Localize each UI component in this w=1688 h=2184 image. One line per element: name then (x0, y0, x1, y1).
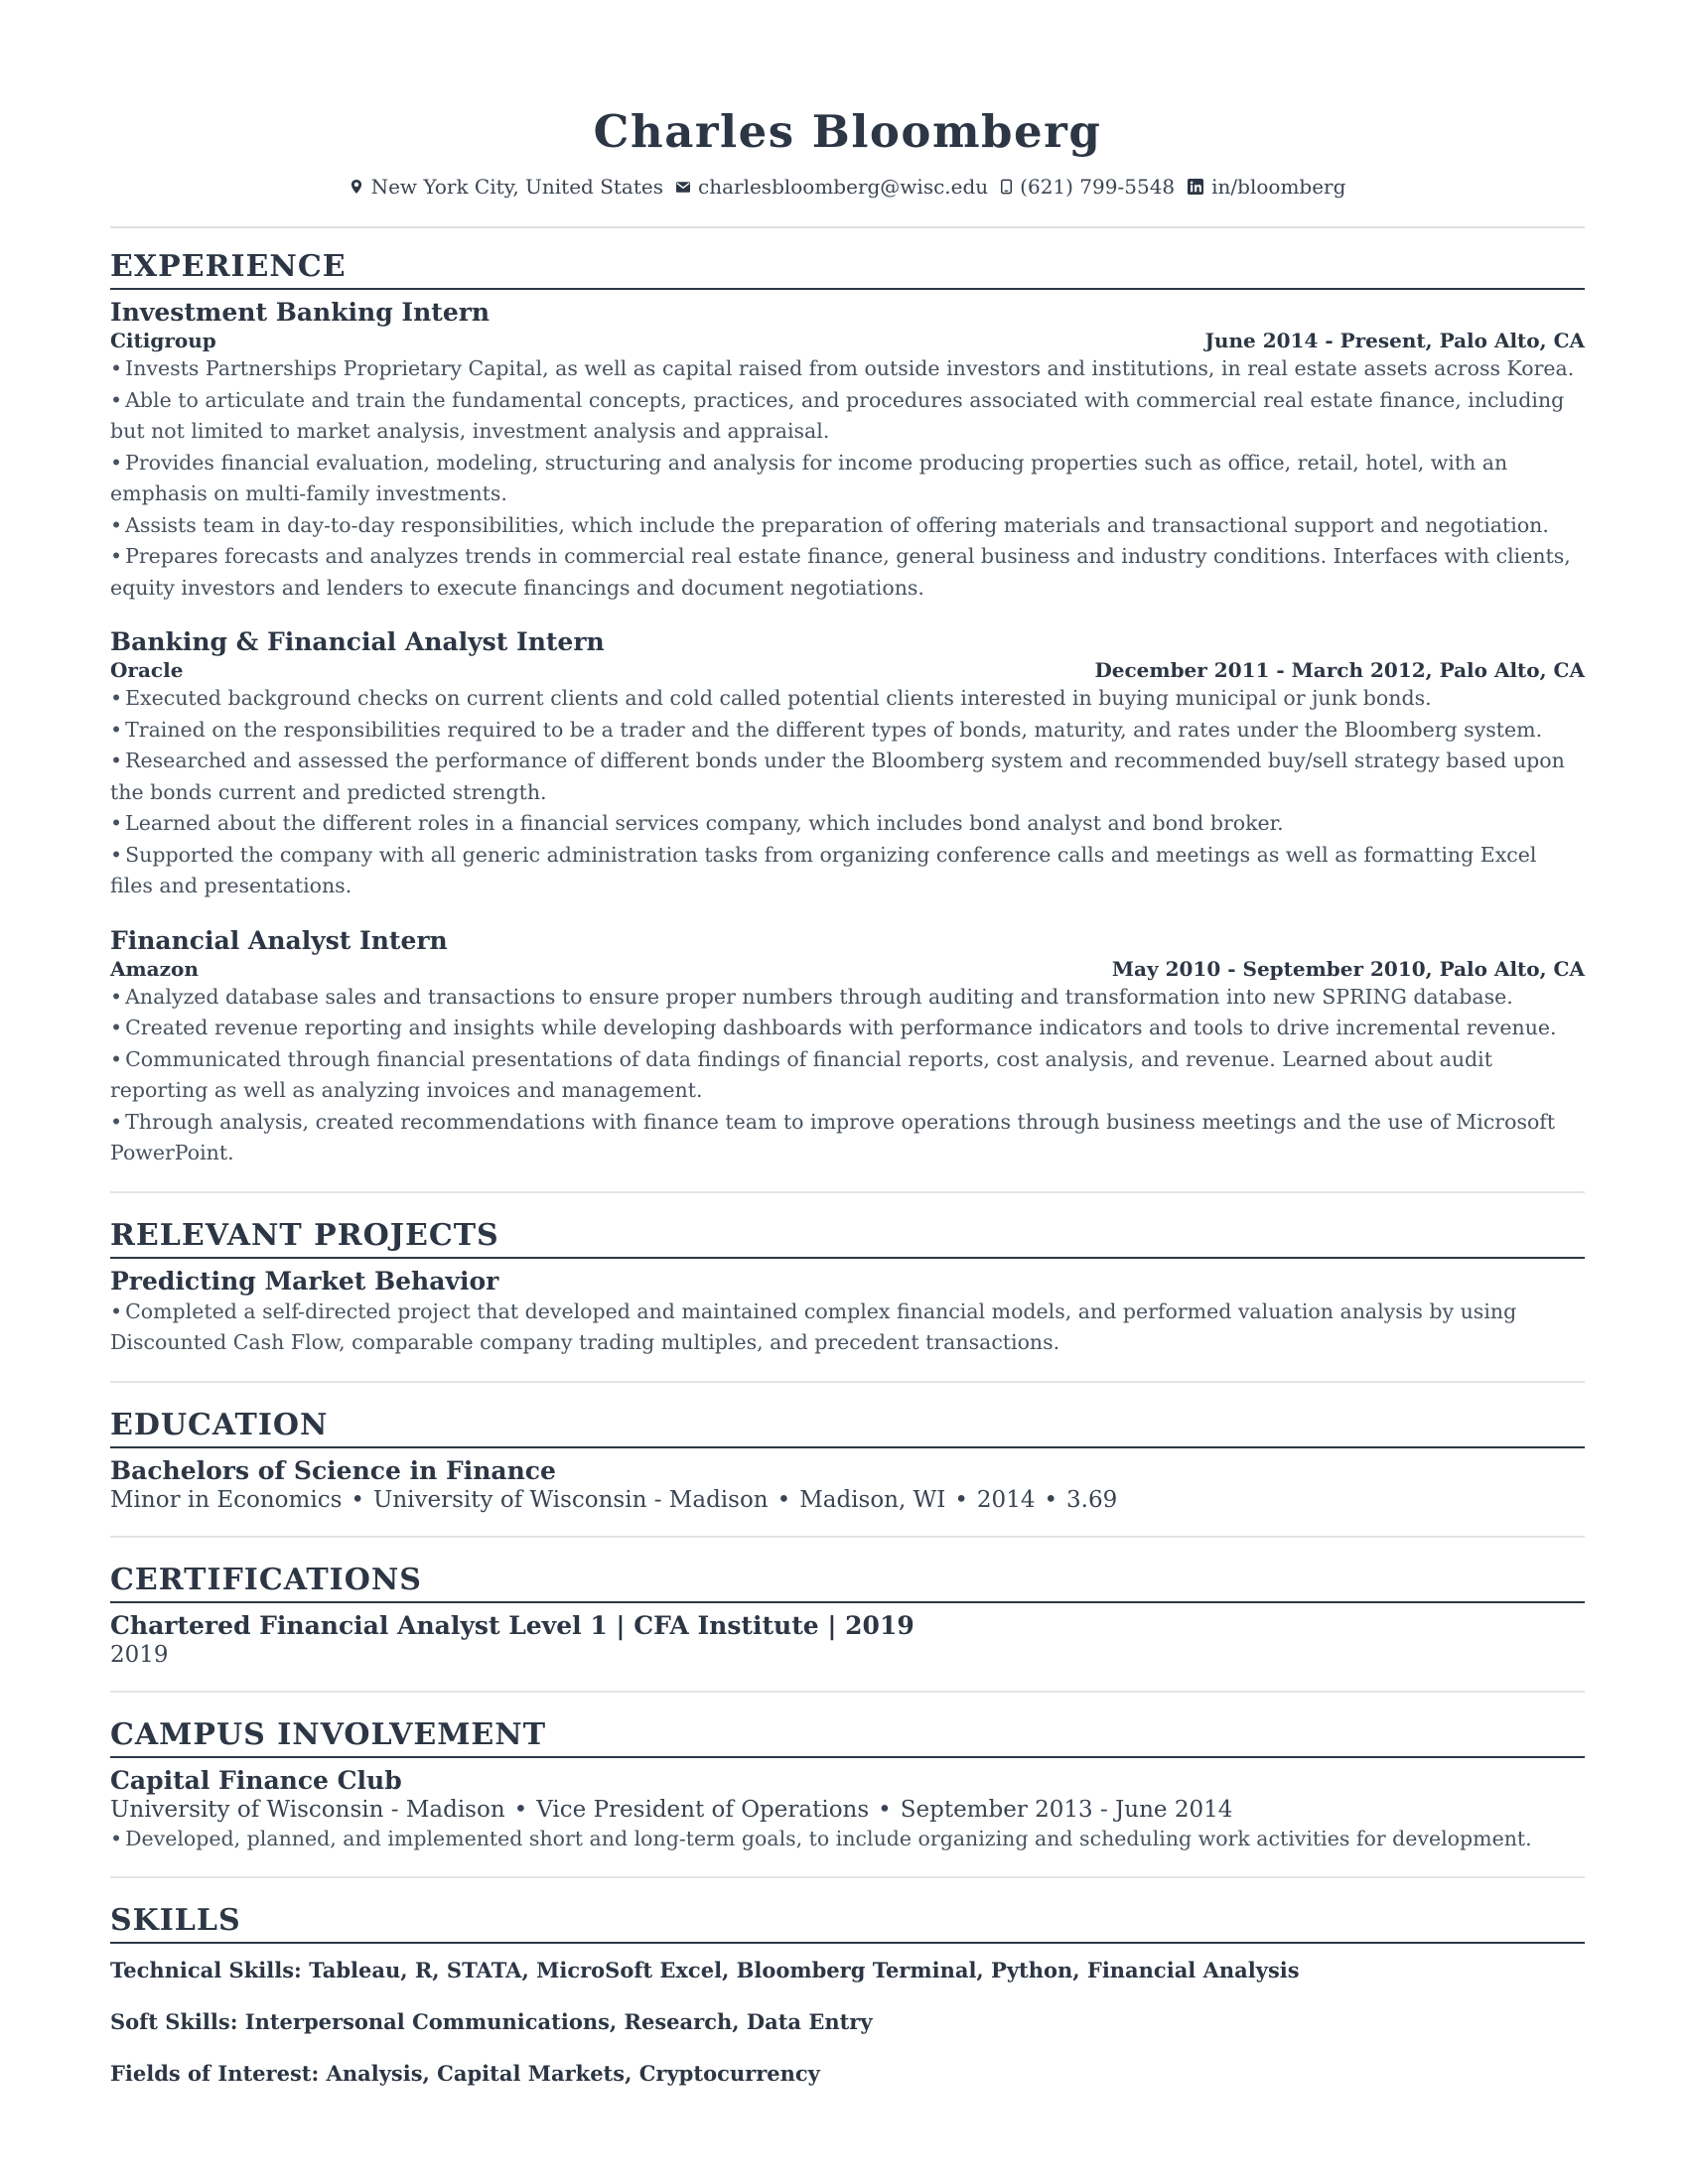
certifications-heading: CERTIFICATIONS (110, 1562, 422, 1597)
job-company: Oracle (110, 658, 184, 682)
job-entry (110, 298, 1585, 604)
job-company: Amazon (110, 956, 199, 981)
job-role: Financial Analyst Intern (110, 925, 448, 955)
school-location: Madison, WI (799, 1486, 946, 1513)
campus-bullets (110, 1824, 1585, 1855)
job-company: Citigroup (110, 329, 216, 352)
campus-heading: CAMPUS INVOLVEMENT (110, 1716, 547, 1752)
minor-text: Minor in Economics (110, 1486, 343, 1513)
experience-heading: EXPERIENCE (110, 249, 347, 284)
projects-heading: RELEVANT PROJECTS (110, 1217, 499, 1253)
campus-position: Vice President of Operations (536, 1796, 870, 1823)
graduation-year: 2014 (976, 1486, 1036, 1513)
job-meta (110, 657, 1585, 683)
skills-heading: SKILLS (110, 1903, 241, 1938)
phone-icon (1001, 179, 1012, 195)
section-rule (110, 1756, 1585, 1758)
job-date-location: May 2010 - September 2010, Palo Alto, CA (1111, 956, 1585, 981)
section-separator (110, 1876, 1585, 1878)
contact-linkedin[interactable] (1188, 175, 1345, 199)
technical-skills: Technical Skills: Tableau, R, STATA, MicroSoft Excel, Bloomberg Terminal, Python, Financial Analysis (110, 1958, 1300, 1982)
education-heading: EDUCATION (110, 1407, 329, 1442)
organization-name: Capital Finance Club (110, 1765, 402, 1795)
certification-name: Chartered Financial Analyst Level 1 | CFA Institute | 2019 (110, 1610, 914, 1640)
job-meta (110, 328, 1585, 353)
contact-location (350, 175, 663, 199)
location-text: New York City, United States (370, 175, 663, 199)
degree-title: Bachelors of Science in Finance (110, 1455, 556, 1485)
section-separator (110, 1191, 1585, 1193)
contact-phone[interactable] (1001, 175, 1175, 199)
job-date-location: December 2011 - March 2012, Palo Alto, CA (1094, 658, 1585, 682)
experience-section (110, 248, 1585, 1193)
campus-dates: September 2013 - June 2014 (900, 1796, 1233, 1823)
bullet-item: • Supported the company with all generic administration tasks from organizing conference calls and meetings as well as formatting Excel files and presentations. (110, 842, 1537, 897)
gpa-value: 3.69 (1066, 1486, 1118, 1513)
project-entry (110, 1267, 1585, 1359)
job-bullets (110, 353, 1585, 604)
section-separator (110, 1691, 1585, 1693)
bullet-item: • Prepares forecasts and analyzes trends in commercial real estate finance, general business and industry conditions. Interfaces with clients, equity investors and lenders to execute financings and document negotiations. (110, 544, 1571, 600)
resume-header (110, 0, 1585, 228)
section-rule (110, 1446, 1585, 1448)
resume-content (110, 0, 1585, 2087)
section-rule (110, 1257, 1585, 1259)
campus-section (110, 1716, 1585, 1879)
header-divider (110, 226, 1585, 228)
education-entry (110, 1456, 1585, 1514)
job-role: Banking & Financial Analyst Intern (110, 627, 605, 656)
project-name: Predicting Market Behavior (110, 1266, 499, 1296)
section-rule (110, 288, 1585, 290)
envelope-icon (676, 182, 690, 193)
bullet-item: • Learned about the different roles in a financial services company, which includes bond analyst and bond broker. (110, 811, 1284, 835)
map-pin-icon (350, 178, 363, 196)
bullet-item: • Assists team in day-to-day responsibilities, which include the preparation of offering materials and transactional support and negotiation. (110, 512, 1549, 537)
job-bullets (110, 683, 1585, 902)
fields-of-interest: Fields of Interest: Analysis, Capital Markets, Cryptocurrency (110, 2061, 820, 2086)
job-date-location: June 2014 - Present, Palo Alto, CA (1204, 329, 1585, 352)
campus-entry (110, 1766, 1585, 1855)
soft-skills: Soft Skills: Interpersonal Communications, Research, Data Entry (110, 2009, 873, 2034)
contact-email[interactable] (676, 175, 988, 199)
bullet-item: • Executed background checks on current clients and cold called potential clients interested in buying municipal or junk bonds. (110, 686, 1432, 710)
job-meta (110, 956, 1585, 982)
section-rule (110, 1601, 1585, 1603)
skills-section (110, 1902, 1585, 2087)
bullet-item: • Trained on the responsibilities required to be a trader and the different types of bonds, maturity, and rates under the Bloomberg system. (110, 717, 1543, 742)
education-meta: Minor in Economics • University of Wisconsin - Madison • Madison, WI • 2014 • 3.69 (110, 1486, 1118, 1513)
bullet-item: • Communicated through financial presentations of data findings of financial reports, cost analysis, and revenue. Learned about audit reporting as well as analyzing invoices and management. (110, 1046, 1492, 1102)
section-separator (110, 1536, 1585, 1538)
contact-bar (110, 175, 1585, 199)
school-text: University of Wisconsin - Madison (372, 1486, 769, 1513)
projects-section (110, 1217, 1585, 1383)
email-text[interactable]: charlesbloomberg@wisc.edu (698, 175, 989, 199)
phone-text[interactable]: (621) 799-5548 (1020, 175, 1176, 199)
bullet-item: • Able to articulate and train the fundamental concepts, practices, and procedures associated with commercial real estate finance, including but not limited to market analysis, investment analysis and appraisal. (110, 387, 1565, 443)
section-separator (110, 1381, 1585, 1383)
bullet-item: • Analyzed database sales and transactions to ensure proper numbers through auditing and transformation into new SPRING database. (110, 984, 1513, 1009)
certifications-section (110, 1562, 1585, 1693)
bullet-item: • Through analysis, created recommendations with finance team to improve operations through business meetings and the use of Microsoft PowerPoint. (110, 1109, 1556, 1164)
certification-year: 2019 (110, 1641, 169, 1668)
education-section (110, 1407, 1585, 1538)
job-bullets (110, 982, 1585, 1169)
bullet-item: • Researched and assessed the performance of different bonds under the Bloomberg system and recommended buy/sell strategy based upon the bonds current and predicted strength. (110, 749, 1565, 804)
campus-meta: University of Wisconsin - Madison • Vice President of Operations • September 2013 - June 2014 (110, 1796, 1233, 1823)
bullet-item: • Developed, planned, and implemented short and long-term goals, to include organizing and scheduling work activities for development. (110, 1826, 1532, 1850)
linkedin-icon (1188, 179, 1203, 195)
candidate-name: Charles Bloomberg (593, 105, 1102, 158)
job-entry (110, 926, 1585, 1169)
bullet-item: • Provides financial evaluation, modeling, structuring and analysis for income producing properties such as office, retail, hotel, with an emphasis on multi-family investments. (110, 450, 1508, 505)
project-bullets (110, 1297, 1585, 1359)
bullet-item: • Created revenue reporting and insights while developing dashboards with performance indicators and tools to drive incremental revenue. (110, 1016, 1557, 1039)
campus-school: University of Wisconsin - Madison (110, 1796, 505, 1823)
linkedin-text[interactable]: in/bloomberg (1211, 175, 1346, 199)
certification-entry (110, 1611, 1585, 1669)
bullet-item: • Invests Partnerships Proprietary Capital, as well as capital raised from outside investors and institutions, in real estate assets across Korea. (110, 356, 1575, 380)
bullet-item: • Completed a self-directed project that developed and maintained complex financial models, and performed valuation analysis by using Discounted Cash Flow, comparable company trading multiples, and precedent transactions. (110, 1298, 1517, 1354)
job-role: Investment Banking Intern (110, 298, 491, 327)
job-entry (110, 627, 1585, 902)
section-rule (110, 1942, 1585, 1944)
